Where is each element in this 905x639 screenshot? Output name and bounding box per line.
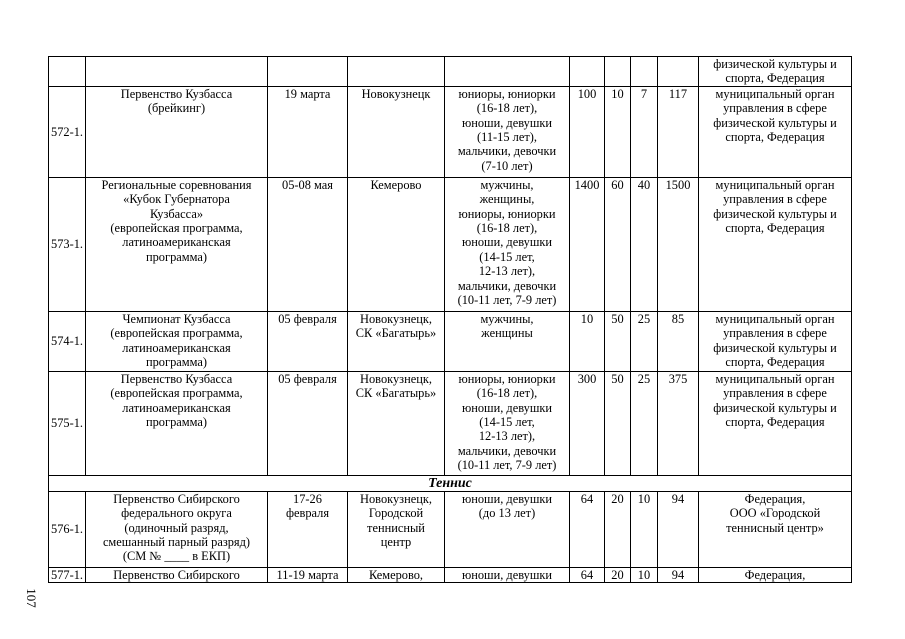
count-2: 20 (605, 567, 631, 582)
count-2: 60 (605, 177, 631, 311)
count-3: 10 (631, 491, 658, 567)
events-table (48, 56, 852, 583)
event-date: 17-26 февраля (268, 491, 348, 567)
count-1: 64 (570, 567, 605, 582)
row-number: 577-1. (49, 567, 86, 582)
event-place: Кемерово, (348, 567, 445, 582)
organizer: муниципальный орган управления в сфере физической культуры и спорта, Федерация (699, 177, 852, 311)
event-name: Первенство Кузбасса (европейская программа, латиноамериканская программа) (86, 371, 268, 475)
event-place: Новокузнецк, Городской теннисный центр (348, 491, 445, 567)
event-place: Кемерово (348, 177, 445, 311)
event-date: 19 марта (268, 86, 348, 177)
count-3: 40 (631, 177, 658, 311)
event-place: Новокузнецк, СК «Багатырь» (348, 371, 445, 475)
count-1: 64 (570, 491, 605, 567)
count-1: 1400 (570, 177, 605, 311)
count-3: 25 (631, 371, 658, 475)
count-total: 117 (658, 86, 699, 177)
count-total (658, 57, 699, 87)
table-row (49, 177, 852, 311)
section-row (49, 475, 852, 491)
count-2: 10 (605, 86, 631, 177)
event-name: Региональные соревнования «Кубок Губернатора Кузбасса» (европейская программа, латиноамериканская программа) (86, 177, 268, 311)
count-total: 85 (658, 311, 699, 371)
organizer: муниципальный орган управления в сфере физической культуры и спорта, Федерация (699, 371, 852, 475)
section-title: Теннис (49, 475, 852, 491)
row-number (49, 57, 86, 87)
event-name: Чемпионат Кузбасса (европейская программа, латиноамериканская программа) (86, 311, 268, 371)
row-number: 576-1. (49, 491, 86, 567)
count-1 (570, 57, 605, 87)
event-place: Новокузнецк (348, 86, 445, 177)
count-1: 100 (570, 86, 605, 177)
event-name (86, 57, 268, 87)
participant-group: юноши, девушки (445, 567, 570, 582)
table-row (49, 491, 852, 567)
event-date: 05 февраля (268, 311, 348, 371)
event-date: 11-19 марта (268, 567, 348, 582)
row-number: 575-1. (49, 371, 86, 475)
participant-group: мужчины, женщины, юниоры, юниорки (16-18 лет), юноши, девушки (14-15 лет, 12-13 лет), мальчики, девочки (10-11 лет, 7-9 лет) (445, 177, 570, 311)
count-2: 50 (605, 311, 631, 371)
event-date: 05-08 мая (268, 177, 348, 311)
event-name: Первенство Сибирского федерального округа (одиночный разряд, смешанный парный разряд) (СМ № ____ в ЕКП) (86, 491, 268, 567)
table-row (49, 567, 852, 582)
count-total: 94 (658, 567, 699, 582)
table-row (49, 86, 852, 177)
organizer: Федерация, (699, 567, 852, 582)
participant-group: юноши, девушки (до 13 лет) (445, 491, 570, 567)
table-row (49, 371, 852, 475)
count-total: 1500 (658, 177, 699, 311)
event-place (348, 57, 445, 87)
count-total: 375 (658, 371, 699, 475)
count-2: 50 (605, 371, 631, 475)
row-number: 574-1. (49, 311, 86, 371)
organizer: муниципальный орган управления в сфере физической культуры и спорта, Федерация (699, 311, 852, 371)
count-3: 10 (631, 567, 658, 582)
table-row (49, 311, 852, 371)
organizer: муниципальный орган управления в сфере физической культуры и спорта, Федерация (699, 86, 852, 177)
organizer: физической культуры и спорта, Федерация (699, 57, 852, 87)
row-number: 572-1. (49, 86, 86, 177)
event-date: 05 февраля (268, 371, 348, 475)
count-2: 20 (605, 491, 631, 567)
event-name: Первенство Сибирского (86, 567, 268, 582)
participant-group: мужчины, женщины (445, 311, 570, 371)
participant-group: юниоры, юниорки (16-18 лет), юноши, девушки (14-15 лет, 12-13 лет), мальчики, девочки (10-11 лет, 7-9 лет) (445, 371, 570, 475)
table-row (49, 57, 852, 87)
count-3: 7 (631, 86, 658, 177)
count-1: 10 (570, 311, 605, 371)
count-2 (605, 57, 631, 87)
count-1: 300 (570, 371, 605, 475)
participant-group (445, 57, 570, 87)
count-3: 25 (631, 311, 658, 371)
row-number: 573-1. (49, 177, 86, 311)
event-name: Первенство Кузбасса (брейкинг) (86, 86, 268, 177)
event-place: Новокузнецк, СК «Багатырь» (348, 311, 445, 371)
page-number: 107 (23, 588, 39, 608)
count-3 (631, 57, 658, 87)
count-total: 94 (658, 491, 699, 567)
organizer: Федерация, ООО «Городской теннисный центр» (699, 491, 852, 567)
participant-group: юниоры, юниорки (16-18 лет), юноши, девушки (11-15 лет), мальчики, девочки (7-10 лет) (445, 86, 570, 177)
event-date (268, 57, 348, 87)
